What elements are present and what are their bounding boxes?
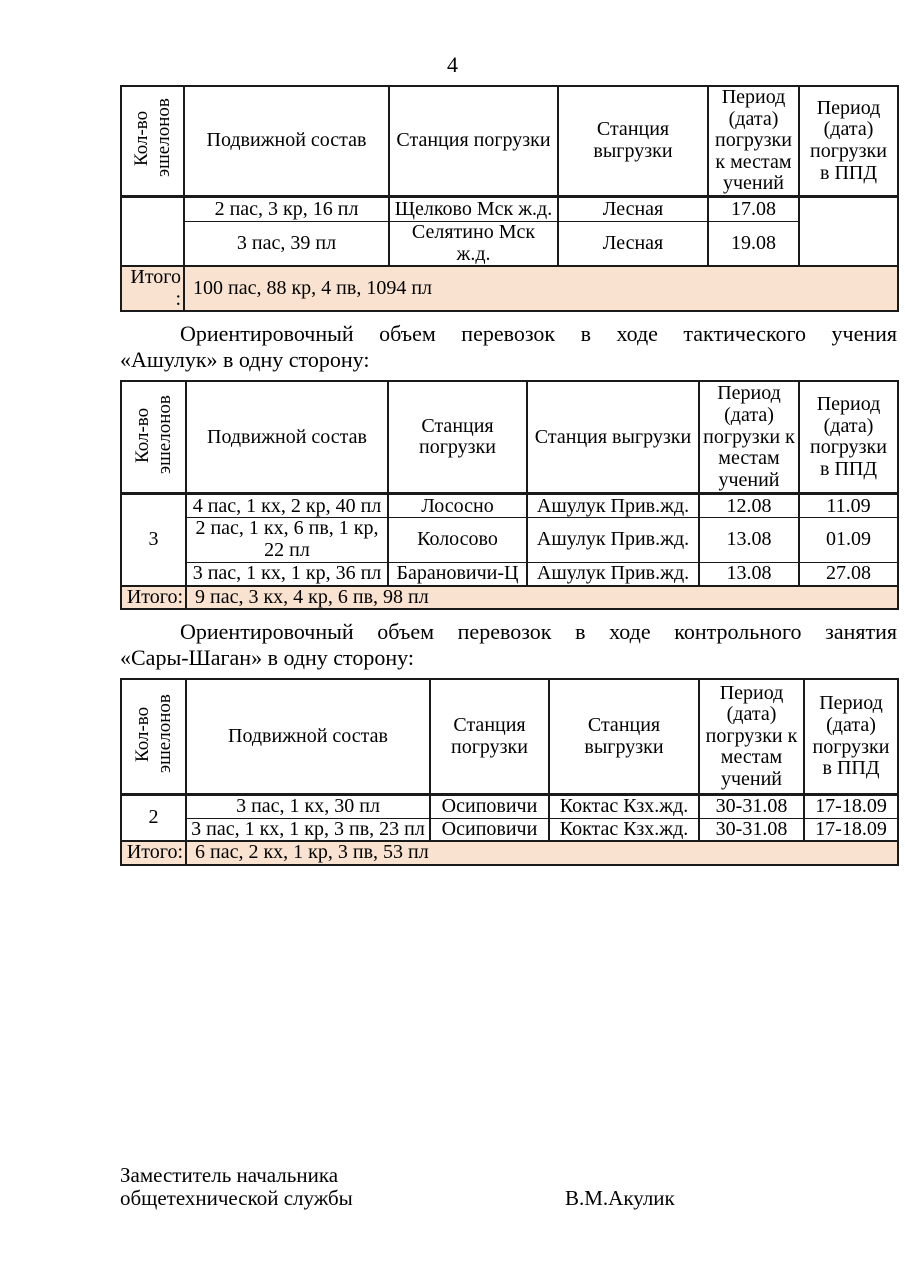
total-row: [121, 586, 898, 610]
table-row: [121, 562, 898, 586]
cell-period-ppd: 27.08: [799, 562, 898, 586]
header-loading-station: Станция погрузки: [430, 679, 549, 795]
cell-unloading-station: Лесная: [558, 196, 708, 221]
header-rolling-stock: Подвижной состав: [186, 679, 430, 795]
cell-period-exercise: 19.08: [708, 221, 799, 266]
cell-unloading-station: Коктас Кзх.жд.: [549, 795, 699, 819]
cell-unloading-station: Ашулук Прив.жд.: [527, 562, 699, 586]
cell-period-exercise: 30-31.08: [699, 818, 804, 841]
paragraph-line: Ориентировочный объем перевозок в ходе контрольного занятия: [180, 619, 897, 645]
cell-loading-station: Барановичи-Ц: [388, 562, 527, 586]
table-header-row: [121, 86, 898, 196]
table-row: [121, 795, 898, 819]
cell-loading-station: Селятино Мск ж.д.: [389, 221, 558, 266]
cell-rolling-stock: 2 пас, 3 кр, 16 пл: [184, 196, 389, 221]
cell-period-ppd-empty: [799, 196, 898, 266]
total-label: Итого:: [121, 841, 186, 865]
table-row: [121, 818, 898, 841]
signature-position-line: Заместитель начальника: [120, 1163, 339, 1187]
header-loading-station: Станция погрузки: [388, 381, 527, 494]
cell-period-ppd: 01.09: [799, 518, 898, 562]
paragraph-ashuluk: [120, 321, 897, 373]
header-period-exercise: Период (дата) погрузки к местам учений: [699, 381, 799, 494]
cell-rolling-stock: 3 пас, 1 кх, 1 кр, 36 пл: [186, 562, 388, 586]
header-period-ppd: Период (дата) погрузки в ППД: [804, 679, 898, 795]
cell-echelon-count: 2: [121, 795, 186, 842]
cell-period-ppd: 11.09: [799, 494, 898, 518]
header-echelon-count: [121, 679, 186, 795]
total-value: 9 пас, 3 кх, 4 кр, 6 пв, 98 пл: [186, 586, 898, 610]
cell-rolling-stock: 4 пас, 1 кх, 2 кр, 40 пл: [186, 494, 388, 518]
paragraph-sary-shagan: [120, 619, 897, 671]
cell-loading-station: Лососно: [388, 494, 527, 518]
rotated-header-text: Кол-во эшелонов: [130, 98, 174, 178]
header-unloading-station: Станция выгрузки: [558, 86, 708, 196]
table-sary-shagan: [120, 678, 899, 866]
cell-unloading-station: Коктас Кзх.жд.: [549, 818, 699, 841]
table-row: [121, 494, 898, 518]
rotated-header-text: Кол-во эшелонов: [131, 694, 175, 774]
header-period-exercise: Период (дата) погрузки к местам учений: [699, 679, 804, 795]
table-header-row: [121, 381, 898, 494]
cell-loading-station: Осиповичи: [430, 795, 549, 819]
header-rolling-stock: Подвижной состав: [186, 381, 388, 494]
total-value: 100 пас, 88 кр, 4 пв, 1094 пл: [184, 266, 898, 311]
total-row: [121, 266, 898, 311]
cell-period-exercise: 17.08: [708, 196, 799, 221]
header-period-exercise: Период (дата) погрузки к местам учений: [708, 86, 799, 196]
table-row: [121, 518, 898, 562]
cell-period-exercise: 13.08: [699, 562, 799, 586]
table-lesnaya: [120, 85, 899, 312]
table-header-row: [121, 679, 898, 795]
cell-period-exercise: 12.08: [699, 494, 799, 518]
header-echelon-count: [121, 86, 184, 196]
header-unloading-station: Станция выгрузки: [549, 679, 699, 795]
header-period-ppd: Период (дата) погрузки в ППД: [799, 381, 898, 494]
table-ashuluk: [120, 380, 899, 610]
cell-period-exercise: 13.08: [699, 518, 799, 562]
cell-unloading-station: Ашулук Прив.жд.: [527, 494, 699, 518]
total-row: [121, 841, 898, 865]
cell-loading-station: Колосово: [388, 518, 527, 562]
cell-echelon-count: 3: [121, 494, 186, 586]
cell-period-ppd: 17-18.09: [804, 795, 898, 819]
header-loading-station: Станция погрузки: [389, 86, 558, 196]
cell-period-ppd: 17-18.09: [804, 818, 898, 841]
header-unloading-station: Станция выгрузки: [527, 381, 699, 494]
cell-unloading-station: Ашулук Прив.жд.: [527, 518, 699, 562]
cell-rolling-stock: 3 пас, 1 кх, 1 кр, 3 пв, 23 пл: [186, 818, 430, 841]
page-number: 4: [447, 52, 458, 77]
document-content: [120, 78, 897, 866]
rotated-header-text: Кол-во эшелонов: [131, 395, 175, 474]
cell-rolling-stock: 3 пас, 1 кх, 30 пл: [186, 795, 430, 819]
header-period-ppd: Период (дата) погрузки в ППД: [799, 86, 898, 196]
paragraph-line: Ориентировочный объем перевозок в ходе тактического учения: [180, 321, 897, 347]
paragraph-line: «Ашулук» в одну сторону:: [120, 347, 370, 373]
cell-period-exercise: 30-31.08: [699, 795, 804, 819]
total-label: Итого:: [121, 586, 186, 610]
signature-block: [120, 1164, 897, 1210]
total-value: 6 пас, 2 кх, 1 кр, 3 пв, 53 пл: [186, 841, 898, 865]
cell-rolling-stock: 2 пас, 1 кх, 6 пв, 1 кр, 22 пл: [186, 518, 388, 562]
table-row: [121, 196, 898, 221]
signature-name: В.М.Акулик: [565, 1186, 675, 1210]
cell-rolling-stock: 3 пас, 39 пл: [184, 221, 389, 266]
cell-loading-station: Осиповичи: [430, 818, 549, 841]
cell-echelon-count-empty: [121, 196, 184, 266]
total-label: Итого:: [121, 266, 184, 311]
table-row: [121, 221, 898, 266]
header-rolling-stock: Подвижной состав: [184, 86, 389, 196]
signature-position-line: общетехнической службы: [120, 1186, 353, 1210]
cell-loading-station: Щелково Мск ж.д.: [389, 196, 558, 221]
header-echelon-count: [121, 381, 186, 494]
cell-unloading-station: Лесная: [558, 221, 708, 266]
paragraph-line: «Сары-Шаган» в одну сторону:: [120, 645, 414, 671]
